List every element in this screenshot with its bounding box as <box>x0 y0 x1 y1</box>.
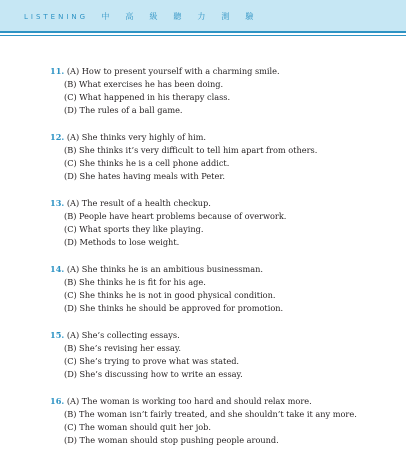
option-d: (D) The woman should stop pushing people around. <box>64 435 279 445</box>
option-c: (C) What happened in his therapy class. <box>64 92 231 102</box>
option-d: (D) She thinks he should be approved for promotion. <box>64 303 284 313</box>
header-char: 級 <box>149 12 158 21</box>
option-d: (D) She’s discussing how to write an essay. <box>64 369 243 379</box>
question-number: 12. <box>50 132 65 142</box>
option-d: (D) She hates having meals with Peter. <box>64 171 225 181</box>
option-d: (D) The rules of a ball game. <box>64 105 183 115</box>
option-b: (B) What exercises he has been doing. <box>64 79 224 89</box>
question-14 <box>50 263 390 315</box>
option-a: (A) How to present yourself with a charming smile. <box>66 66 280 76</box>
question-11 <box>50 65 390 117</box>
header-label: LISTENING <box>24 13 89 21</box>
option-c: (C) The woman should quit her job. <box>64 422 212 432</box>
header-char: 中 <box>101 12 110 21</box>
option-c: (C) She thinks he is a cell phone addict. <box>64 158 230 168</box>
option-c: (C) She’s trying to prove what was stated. <box>64 356 240 366</box>
header-char: 測 <box>221 12 230 21</box>
option-b: (B) She thinks it’s very difficult to tell him apart from others. <box>64 145 318 155</box>
header-title <box>24 11 269 22</box>
header-char: 聽 <box>173 12 182 21</box>
header-divider <box>0 31 406 33</box>
option-b: (B) She’s revising her essay. <box>64 343 181 353</box>
header-char: 驗 <box>245 12 254 21</box>
page-header <box>0 0 406 31</box>
question-13 <box>50 197 390 249</box>
question-number: 16. <box>50 396 65 406</box>
header-divider-thin <box>0 35 406 36</box>
question-number: 15. <box>50 330 65 340</box>
header-chinese-title <box>101 13 269 21</box>
question-number: 11. <box>50 66 65 76</box>
question-list <box>50 65 390 461</box>
header-char: 力 <box>197 12 206 21</box>
option-c: (C) She thinks he is not in good physical condition. <box>64 290 276 300</box>
option-c: (C) What sports they like playing. <box>64 224 204 234</box>
option-a: (A) The result of a health checkup. <box>66 198 211 208</box>
option-a: (A) She thinks very highly of him. <box>66 132 206 142</box>
question-number: 13. <box>50 198 65 208</box>
question-number: 14. <box>50 264 65 274</box>
option-a: (A) The woman is working too hard and should relax more. <box>66 396 312 406</box>
header-char: 高 <box>125 12 134 21</box>
option-b: (B) People have heart problems because of overwork. <box>64 211 287 221</box>
question-16 <box>50 395 390 447</box>
option-a: (A) She’s collecting essays. <box>66 330 180 340</box>
option-d: (D) Methods to lose weight. <box>64 237 180 247</box>
option-b: (B) She thinks he is fit for his age. <box>64 277 206 287</box>
option-a: (A) She thinks he is an ambitious businessman. <box>66 264 264 274</box>
question-15 <box>50 329 390 381</box>
option-b: (B) The woman isn’t fairly treated, and she shouldn’t take it any more. <box>64 409 357 419</box>
question-12 <box>50 131 390 183</box>
